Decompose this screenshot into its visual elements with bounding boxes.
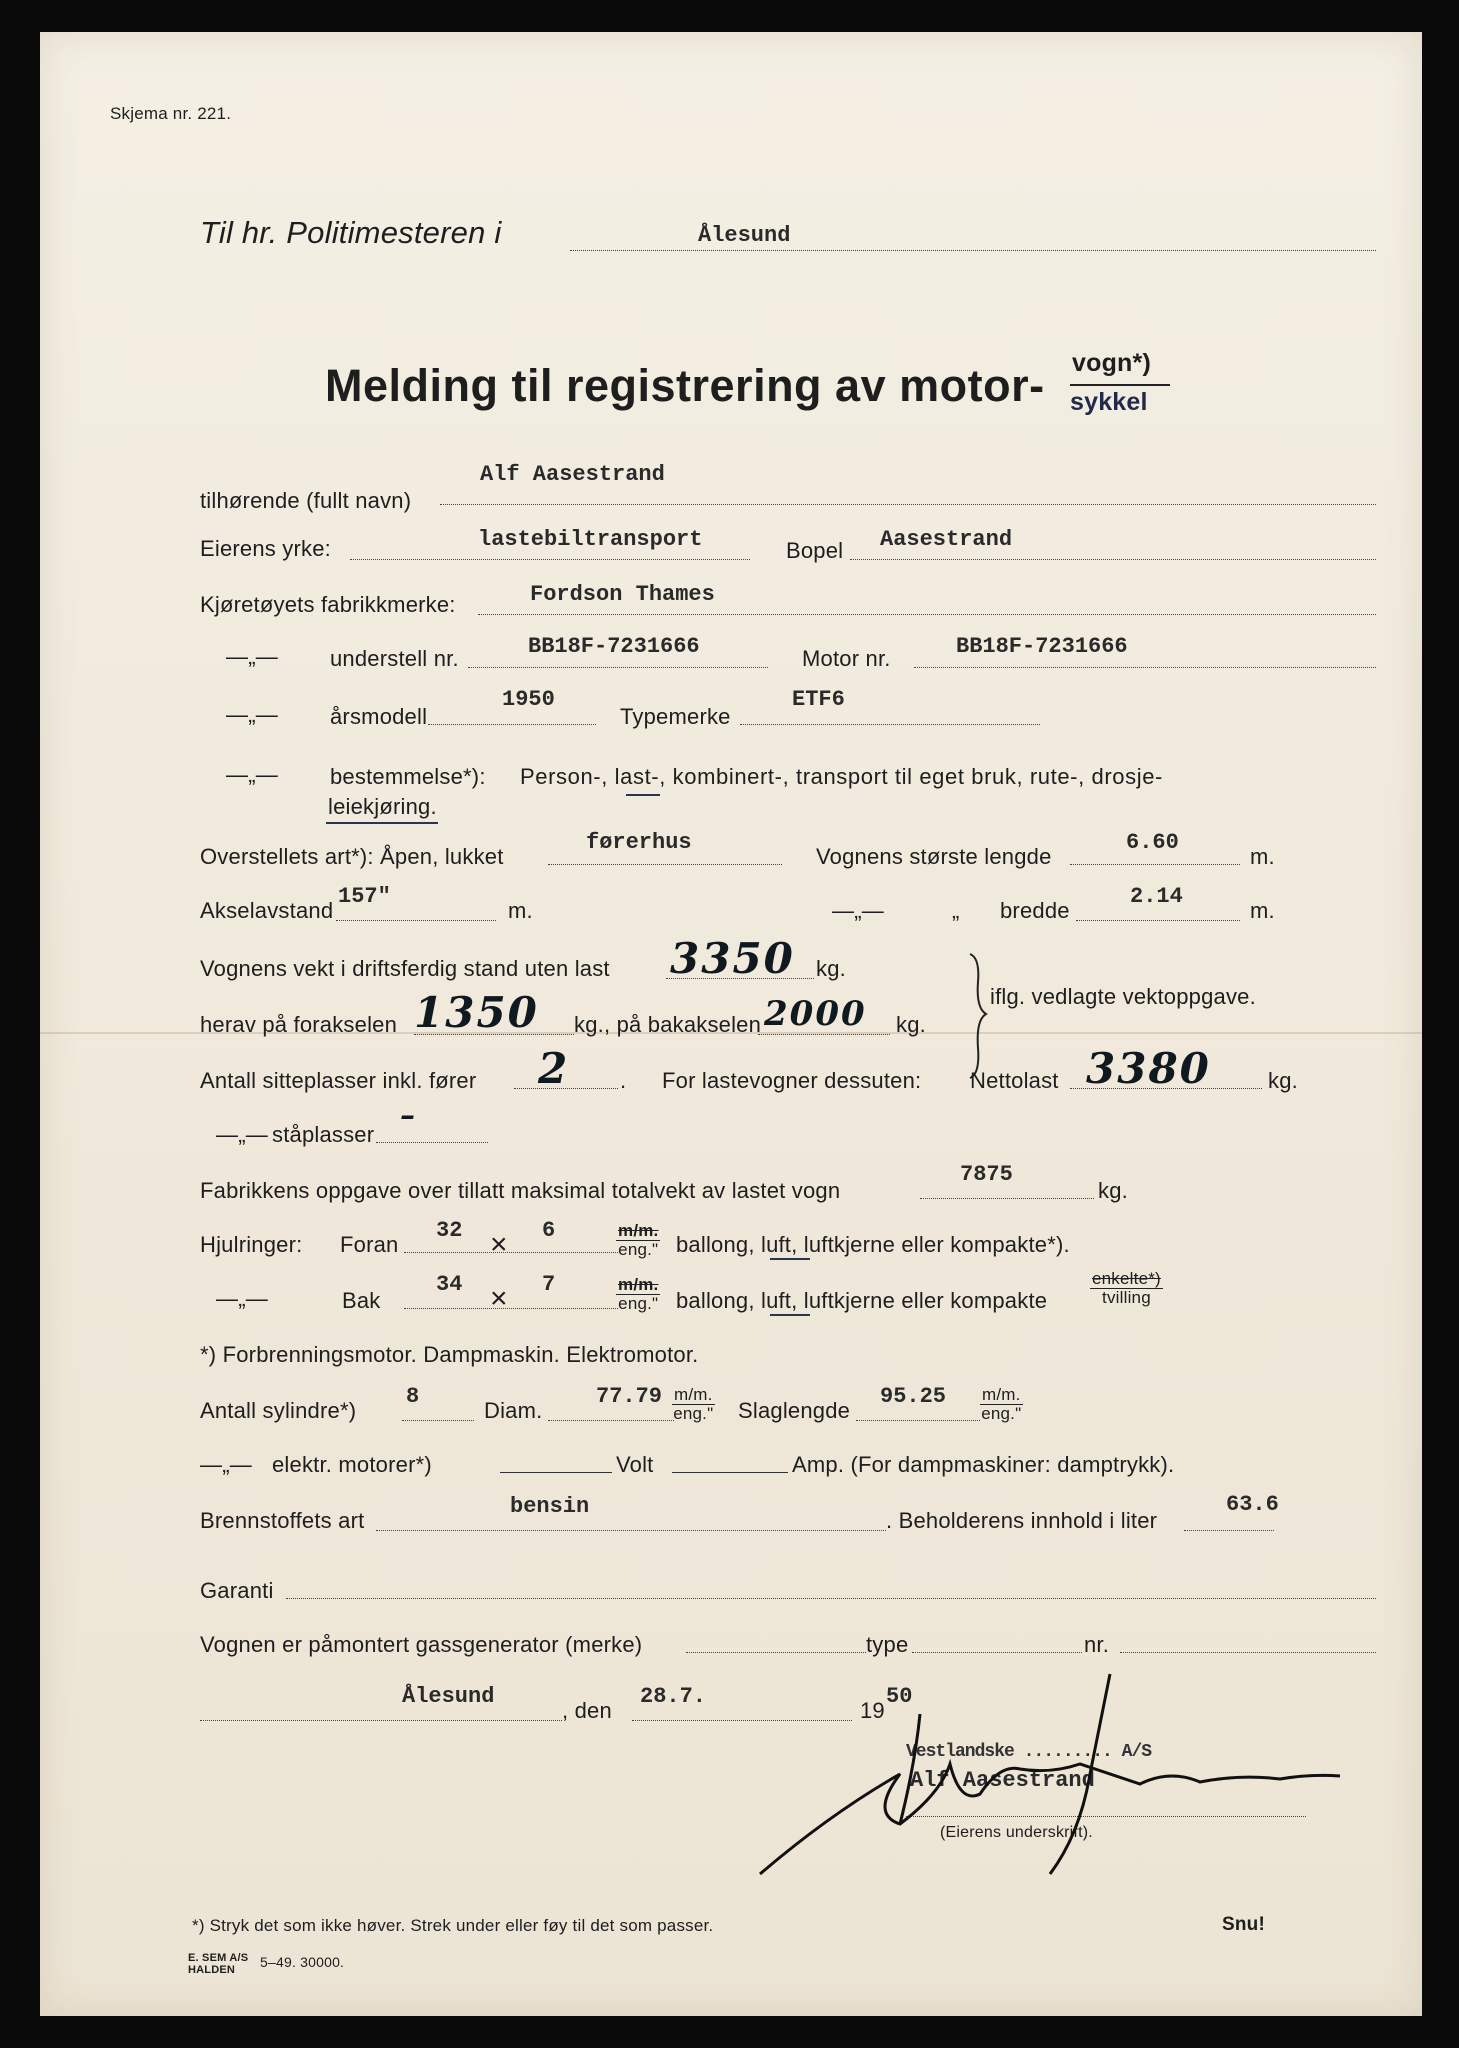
weight-note: iflg. vedlagte vektoppgave. [990,984,1256,1009]
chassis-value: BB18F-7231666 [528,634,700,659]
addressee-label: Til hr. Politimesteren i [200,215,502,250]
wheelbase-label: Akselavstand [200,898,334,923]
max-weight-label: Fabrikkens oppgave over tillatt maksimal totalvekt av lastet vogn [200,1178,841,1203]
printer-name: E. SEM A/S [188,1952,249,1964]
year-prefix: 19 [860,1698,885,1723]
title-sykkel: sykkel [1070,388,1148,416]
guarantee-label: Garanti [200,1578,274,1603]
residence-label: Bopel [786,538,844,563]
addressee-line [570,250,1376,251]
diam-value: 77.79 [596,1384,663,1409]
motor-label: Motor nr. [802,646,891,671]
date-value: 28.7. [640,1684,707,1709]
gasgen-nr: nr. [1084,1632,1110,1657]
standing-value: – [400,1098,417,1133]
purpose-options: Person-, last-, kombinert-, transport til eget bruk, rute-, drosje- [520,764,1163,789]
width-label: bredde [1000,898,1070,923]
model-year-value: 1950 [502,687,555,712]
fuel-label: Brennstoffets art [200,1508,365,1533]
electric-label: elektr. motorer*) [272,1452,432,1477]
residence-value: Aasestrand [880,527,1013,552]
chassis-label: understell nr. [330,646,459,671]
front-axle-label: herav på forakselen [200,1012,398,1037]
year-value: 50 [886,1684,913,1709]
printer-city: HALDEN [188,1964,236,1976]
make-label: Kjøretøyets fabrikkmerke: [200,592,456,617]
tyres-rear-label: Bak [342,1288,381,1313]
length-value: 6.60 [1126,830,1179,855]
model-year-label: årsmodell [330,704,428,729]
tyres-rear-1: 34 [436,1272,463,1297]
wheelbase-value: 157" [338,884,391,909]
tyres-front-label: Foran [340,1232,399,1257]
diam-label: Diam. [484,1398,543,1423]
stroke-value: 95.25 [880,1384,947,1409]
body-label: Overstellets art*): Åpen, lukket [200,844,504,869]
seats-label: Antall sitteplasser inkl. fører [200,1068,477,1093]
length-label: Vognens største lengde [816,844,1052,869]
form-title: Melding til registrering av motor- [325,360,1045,411]
occupation-label: Eierens yrke: [200,536,331,561]
front-axle-value: 1350 [414,988,539,1037]
turn-over: Snu! [1222,1914,1266,1935]
stamp-company: Vestlandske ......... A/S [906,1742,1152,1762]
seats-value: 2 [538,1044,570,1093]
cylinders-value: 8 [406,1384,420,1409]
tank-value: 63.6 [1226,1492,1279,1517]
owner-value: Alf Aasestrand [480,462,665,487]
form-paper: Skjema nr. 221. Til hr. Politimesteren i Ålesund Melding til registrering av motor- vogn*) sykkel tilhørende (fullt navn) Alf Aasestrand Eierens yrke: lastebiltransport Bopel Aasestrand Kjøretøyets fabrikkmerke: Fordson Thames —„— understell nr. BB18F-7231666 Motor nr. BB18F-7231666 —„— årsmodell 1950 Typemerke ETF6 —„— bestemmelse*): Person-, last-, kombinert-, transport til eget bruk, rute-, drosje- leiekjøring. Overstellets art*): Åpen, lukket førerhus Vognens største lengde 6.60 m. Akselavstand 157" m. —„— „ bredde 2.14 m. Vognens vekt i driftsferdig stand uten last 3350 kg. herav på forakselen 1350 kg., på bakakselen 2000 kg. iflg. vedlagte vektoppgave. Antall sitteplasser inkl. fører 2 . For lastevogner dessuten: Nettolast 3380 kg. —„— ståplasser – Fabrikkens oppgave over tillatt maksimal totalvekt av lastet vogn 7875 kg. Hjulringer: Foran 32 × 6 m/m. eng." ballong, luft, luftkjerne eller kompakte*). —„— Bak 34 × 7 m/m. eng." ballong, luft, luftkjerne eller kompakte enkelte*) tvilling *) Forbrenningsmotor. Dampmaskin. Elektromotor. Antall sylindre*) 8 Diam. 77.79 m/m. eng." Slaglengde 95.25 m/m. eng." —„— elektr. motorer*) Volt Amp. (For dampmaskiner: damptrykk). Brennstoffets art bensin . Beholderens innhold i liter 63.6 Garanti Vognen er påmontert gassgenerator (merke) type nr. Ålesund , den 28.7. 19 50 Vestlandske ......... A/S Alf Aasestrand (Eierens underskrift). *) Stryk det som ikke høver. Strek under eller føy til det som passer. Snu! E. SEM A/S HALDEN 5–49. 30000. [40,32,1422,2016]
tyres-desc-rear: ballong, luft, luftkjerne eller kompakte [676,1288,1048,1313]
stamp-name: Alf Aasestrand [910,1768,1095,1793]
engine-types: *) Forbrenningsmotor. Dampmaskin. Elektromotor. [200,1342,699,1367]
type-value: ETF6 [792,687,845,712]
schema-number: Skjema nr. 221. [110,104,232,123]
owner-signature [750,1674,1370,1884]
date-label: , den [562,1698,612,1723]
tyres-rear-2: 7 [542,1272,556,1297]
net-load-value: 3380 [1086,1044,1211,1093]
stroke-label: Slaglengde [738,1398,851,1423]
underline-leiekjoring [326,822,438,824]
amp-label: Amp. (For dampmaskiner: damptrykk). [792,1452,1175,1477]
fuel-value: bensin [510,1494,590,1519]
printer-code: 5–49. 30000. [260,1954,345,1970]
standing-label: ståplasser [272,1122,375,1147]
tyres-front-2: 6 [542,1218,556,1243]
tyres-desc: ballong, luft, luftkjerne eller kompakte*). [676,1232,1070,1257]
gasgen-label: Vognen er påmontert gassgenerator (merke) [200,1632,643,1657]
owner-label: tilhørende (fullt navn) [200,488,412,513]
cylinders-label: Antall sylindre*) [200,1398,357,1423]
max-weight-value: 7875 [960,1162,1013,1187]
rear-axle-value: 2000 [764,994,867,1034]
curly-brace [964,952,994,1082]
cargo-label: For lastevogner dessuten: [662,1068,922,1093]
weight-label: Vognens vekt i driftsferdig stand uten last [200,956,610,981]
purpose-options-2: leiekjøring. [328,794,437,819]
tyres-label: Hjulringer: [200,1232,303,1257]
rear-axle-label: kg., på bakakselen [574,1012,762,1037]
volt-label: Volt [616,1452,654,1477]
owner-signature-label: (Eierens underskrift). [940,1824,1093,1841]
type-label: Typemerke [620,704,731,729]
weight-value: 3350 [670,934,795,983]
width-value: 2.14 [1130,884,1183,909]
tyres-front-1: 32 [436,1218,463,1243]
addressee-value: Ålesund [698,223,791,248]
net-load-label: Nettolast [970,1068,1059,1093]
underline-last [626,794,660,796]
make-value: Fordson Thames [530,582,715,607]
tank-label: . Beholderens innhold i liter [886,1508,1158,1533]
footnote: *) Stryk det som ikke høver. Strek under eller føy til det som passer. [192,1916,714,1935]
occupation-value: lastebiltransport [478,527,703,552]
purpose-label: bestemmelse*): [330,764,486,789]
title-vogn: vogn*) [1072,349,1151,377]
motor-value: BB18F-7231666 [956,634,1128,659]
place-value: Ålesund [402,1684,495,1709]
gasgen-type: type [866,1632,909,1657]
body-value: førerhus [586,830,692,855]
